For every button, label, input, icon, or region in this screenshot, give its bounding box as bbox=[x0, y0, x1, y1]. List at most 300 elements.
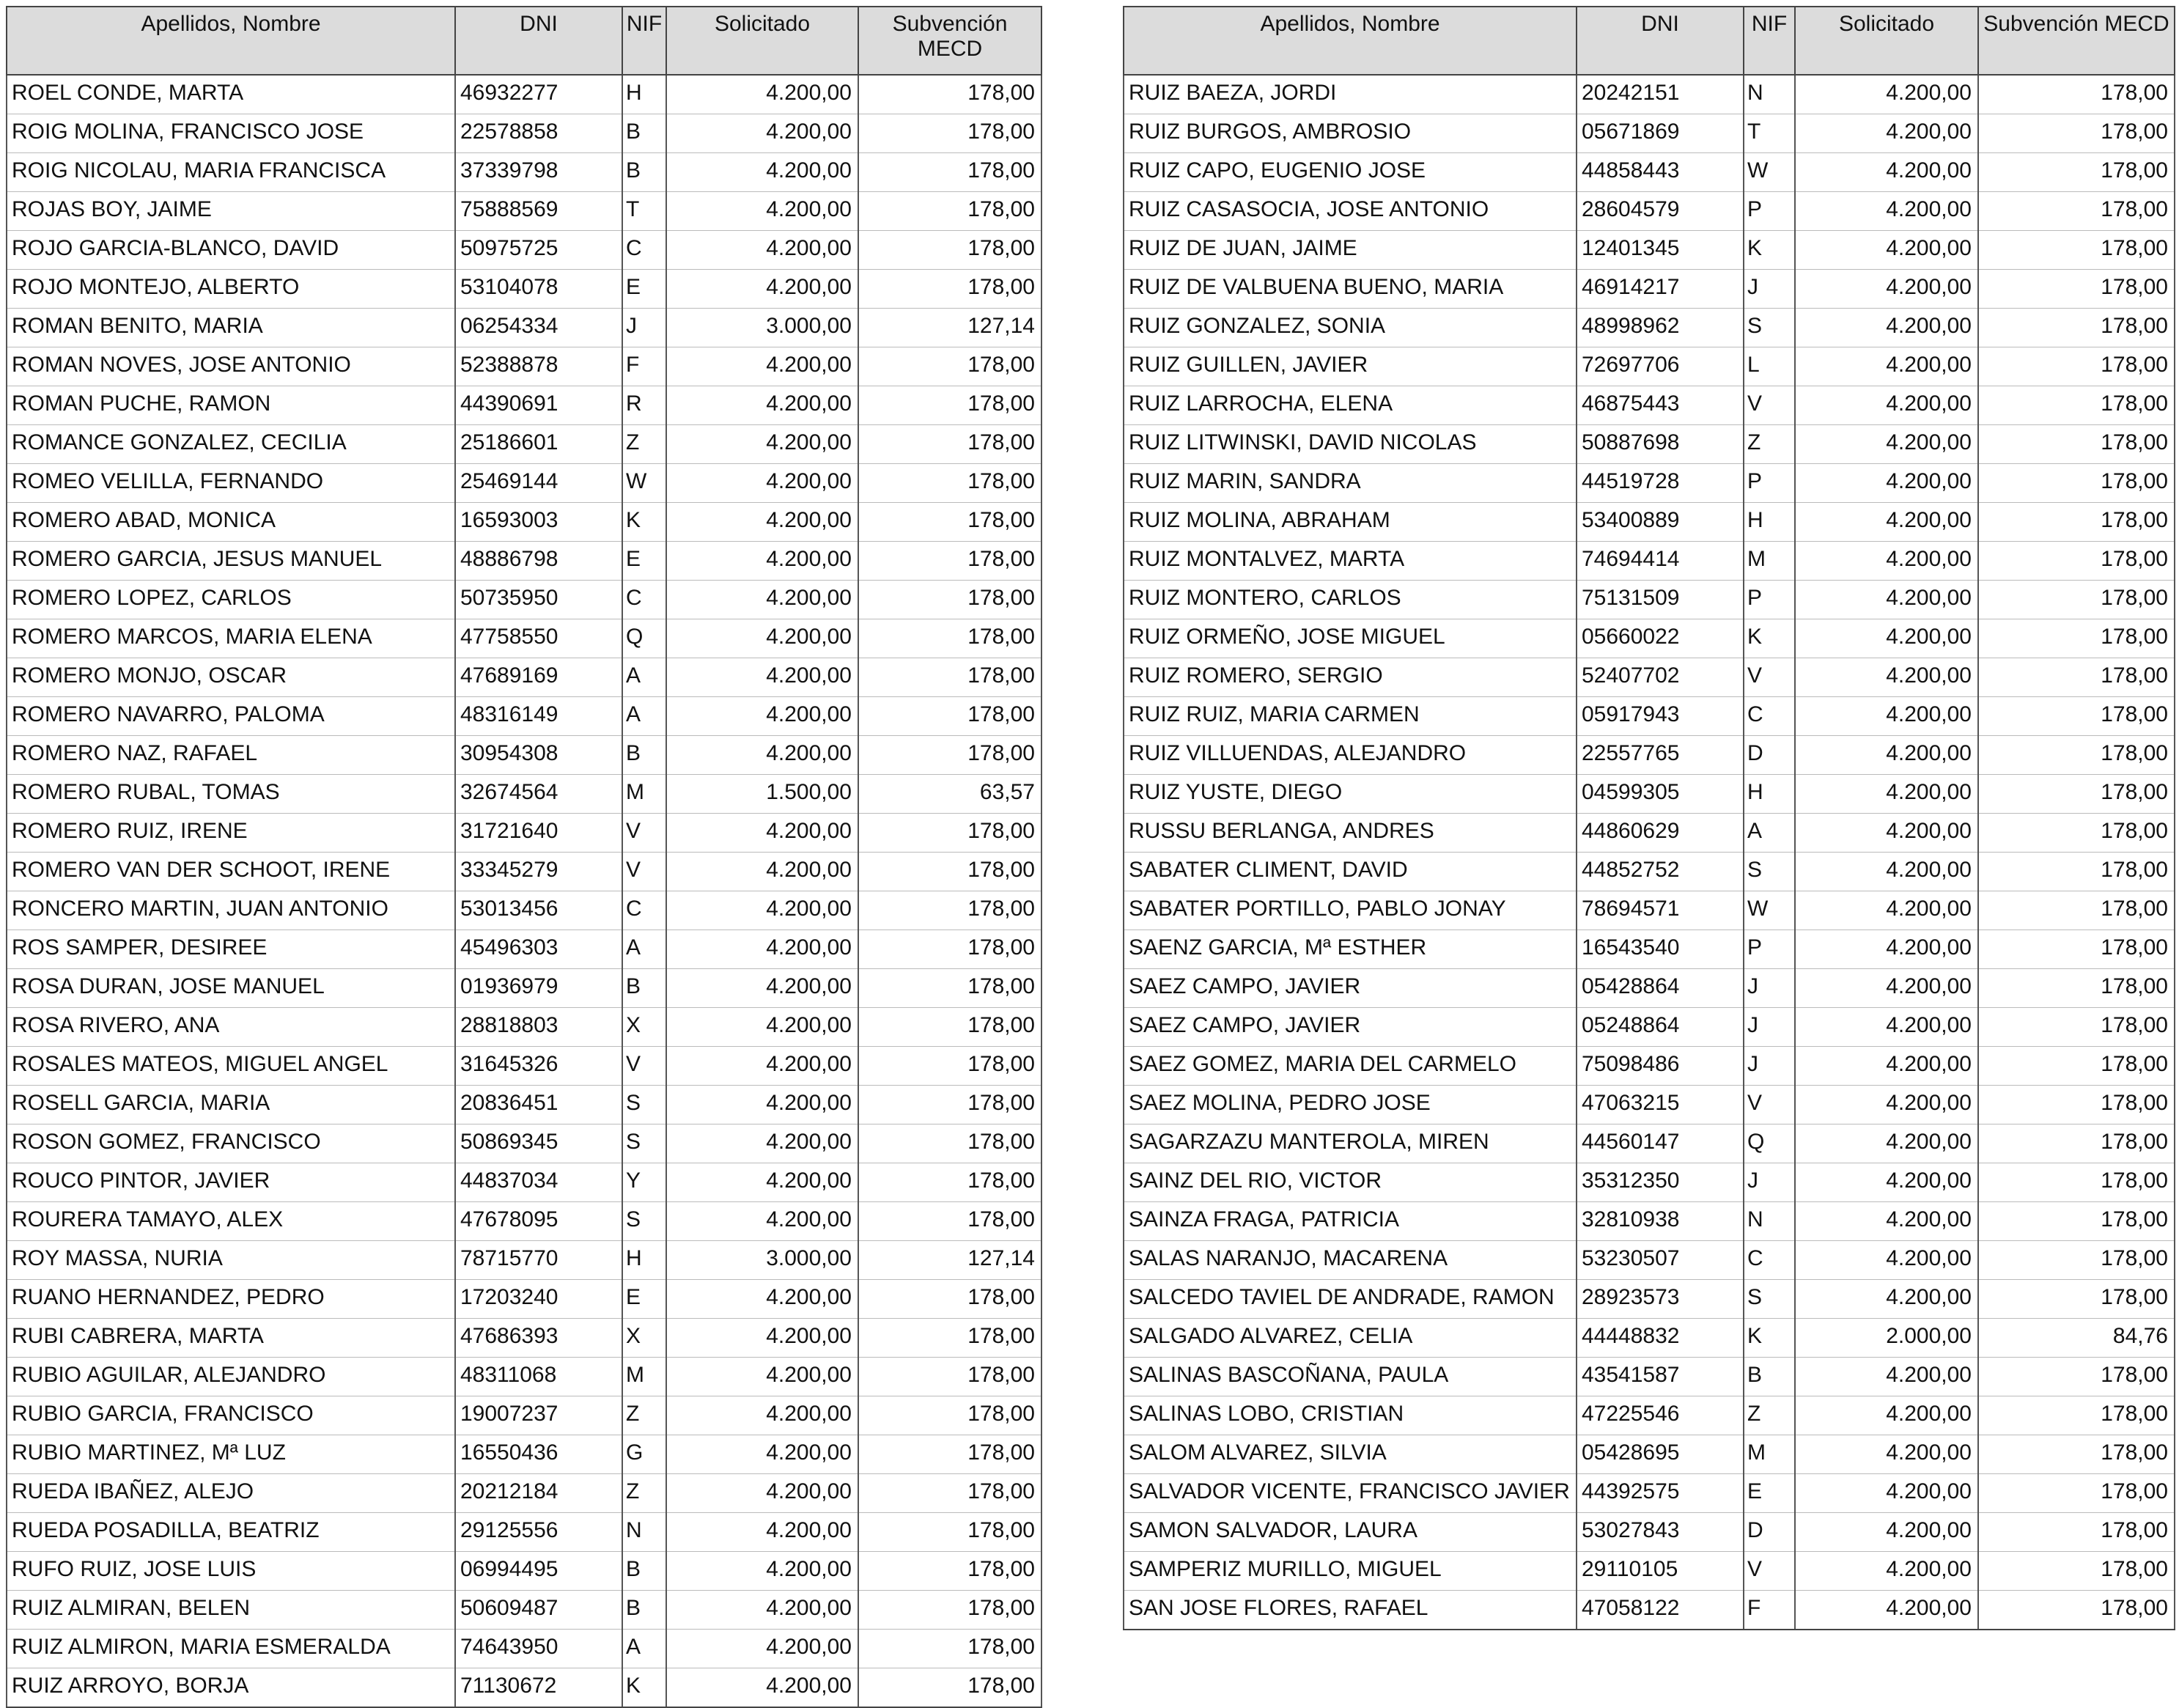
cell-nif: A bbox=[622, 930, 666, 969]
cell-requested: 4.200,00 bbox=[1795, 1008, 1978, 1047]
table-row bbox=[7, 1280, 1041, 1319]
cell-dni: 32674564 bbox=[455, 775, 622, 814]
cell-name: SAMPERIZ MURILLO, MIGUEL bbox=[1124, 1552, 1577, 1591]
cell-subsidy: 178,00 bbox=[1978, 697, 2175, 736]
left-table-body bbox=[7, 75, 1041, 1707]
cell-dni: 16550436 bbox=[455, 1435, 622, 1474]
cell-subsidy: 178,00 bbox=[858, 1668, 1041, 1708]
cell-subsidy: 178,00 bbox=[1978, 386, 2175, 425]
cell-subsidy: 178,00 bbox=[858, 658, 1041, 697]
cell-nif: V bbox=[1744, 658, 1795, 697]
table-row bbox=[1124, 658, 2175, 697]
table-header-row bbox=[7, 7, 1041, 75]
cell-subsidy: 178,00 bbox=[1978, 969, 2175, 1008]
cell-requested: 4.200,00 bbox=[666, 736, 858, 775]
table-row bbox=[7, 581, 1041, 619]
cell-nif: M bbox=[1744, 1435, 1795, 1474]
cell-nif: V bbox=[622, 1047, 666, 1086]
cell-dni: 20212184 bbox=[455, 1474, 622, 1513]
header-nif: NIF bbox=[622, 7, 666, 75]
cell-requested: 4.200,00 bbox=[1795, 1202, 1978, 1241]
cell-nif: J bbox=[1744, 1008, 1795, 1047]
cell-subsidy: 178,00 bbox=[1978, 114, 2175, 153]
cell-name: SALINAS BASCOÑANA, PAULA bbox=[1124, 1358, 1577, 1396]
cell-subsidy: 178,00 bbox=[1978, 930, 2175, 969]
cell-nif: V bbox=[622, 853, 666, 891]
table-row bbox=[1124, 1591, 2175, 1630]
cell-dni: 53013456 bbox=[455, 891, 622, 930]
table-row bbox=[1124, 1513, 2175, 1552]
cell-subsidy: 178,00 bbox=[1978, 658, 2175, 697]
cell-subsidy: 178,00 bbox=[858, 386, 1041, 425]
cell-subsidy: 178,00 bbox=[858, 1047, 1041, 1086]
table-row bbox=[1124, 464, 2175, 503]
cell-nif: S bbox=[622, 1086, 666, 1124]
cell-subsidy: 178,00 bbox=[858, 1202, 1041, 1241]
cell-dni: 33345279 bbox=[455, 853, 622, 891]
cell-subsidy: 178,00 bbox=[1978, 1280, 2175, 1319]
header-dni: DNI bbox=[455, 7, 622, 75]
cell-subsidy: 178,00 bbox=[1978, 464, 2175, 503]
cell-nif: H bbox=[1744, 503, 1795, 542]
cell-requested: 4.200,00 bbox=[1795, 736, 1978, 775]
cell-nif: D bbox=[1744, 1513, 1795, 1552]
table-row bbox=[7, 1668, 1041, 1708]
cell-requested: 4.200,00 bbox=[1795, 270, 1978, 309]
cell-dni: 53104078 bbox=[455, 270, 622, 309]
table-row bbox=[7, 1358, 1041, 1396]
cell-nif: J bbox=[1744, 969, 1795, 1008]
cell-subsidy: 178,00 bbox=[1978, 1086, 2175, 1124]
cell-name: SABATER CLIMENT, DAVID bbox=[1124, 853, 1577, 891]
cell-name: RUIZ CAPO, EUGENIO JOSE bbox=[1124, 153, 1577, 192]
cell-name: SALAS NARANJO, MACARENA bbox=[1124, 1241, 1577, 1280]
cell-name: RUBI CABRERA, MARTA bbox=[7, 1319, 455, 1358]
cell-dni: 47225546 bbox=[1577, 1396, 1744, 1435]
cell-requested: 4.200,00 bbox=[666, 192, 858, 231]
cell-subsidy: 178,00 bbox=[1978, 1047, 2175, 1086]
cell-requested: 4.200,00 bbox=[666, 425, 858, 464]
cell-dni: 72697706 bbox=[1577, 347, 1744, 386]
cell-requested: 4.200,00 bbox=[1795, 464, 1978, 503]
cell-name: ROUCO PINTOR, JAVIER bbox=[7, 1163, 455, 1202]
cell-subsidy: 178,00 bbox=[1978, 1358, 2175, 1396]
table-row bbox=[7, 231, 1041, 270]
cell-requested: 4.200,00 bbox=[1795, 1552, 1978, 1591]
cell-subsidy: 178,00 bbox=[858, 1163, 1041, 1202]
cell-name: RUIZ MONTALVEZ, MARTA bbox=[1124, 542, 1577, 581]
cell-name: RUIZ ALMIRON, MARIA ESMERALDA bbox=[7, 1630, 455, 1668]
cell-requested: 4.200,00 bbox=[1795, 1513, 1978, 1552]
cell-subsidy: 178,00 bbox=[858, 1630, 1041, 1668]
table-row bbox=[7, 503, 1041, 542]
cell-name: SABATER PORTILLO, PABLO JONAY bbox=[1124, 891, 1577, 930]
cell-nif: C bbox=[622, 581, 666, 619]
cell-dni: 05428695 bbox=[1577, 1435, 1744, 1474]
cell-subsidy: 178,00 bbox=[858, 1552, 1041, 1591]
cell-dni: 28604579 bbox=[1577, 192, 1744, 231]
cell-requested: 4.200,00 bbox=[666, 114, 858, 153]
cell-name: RUBIO GARCIA, FRANCISCO bbox=[7, 1396, 455, 1435]
cell-name: ROJAS BOY, JAIME bbox=[7, 192, 455, 231]
cell-dni: 05671869 bbox=[1577, 114, 1744, 153]
table-row bbox=[1124, 347, 2175, 386]
cell-nif: K bbox=[1744, 231, 1795, 270]
cell-dni: 53027843 bbox=[1577, 1513, 1744, 1552]
cell-dni: 75131509 bbox=[1577, 581, 1744, 619]
cell-nif: Z bbox=[1744, 1396, 1795, 1435]
cell-name: ROMERO MARCOS, MARIA ELENA bbox=[7, 619, 455, 658]
cell-subsidy: 178,00 bbox=[858, 1008, 1041, 1047]
cell-dni: 52388878 bbox=[455, 347, 622, 386]
cell-subsidy: 178,00 bbox=[1978, 347, 2175, 386]
cell-dni: 29125556 bbox=[455, 1513, 622, 1552]
cell-requested: 4.200,00 bbox=[1795, 75, 1978, 114]
cell-requested: 4.200,00 bbox=[1795, 1396, 1978, 1435]
table-row bbox=[7, 1319, 1041, 1358]
cell-nif: Z bbox=[622, 1396, 666, 1435]
cell-requested: 4.200,00 bbox=[1795, 619, 1978, 658]
cell-nif: H bbox=[1744, 775, 1795, 814]
table-row bbox=[7, 619, 1041, 658]
cell-name: RUIZ GONZALEZ, SONIA bbox=[1124, 309, 1577, 347]
table-row bbox=[7, 969, 1041, 1008]
cell-requested: 4.200,00 bbox=[1795, 192, 1978, 231]
cell-name: SALGADO ALVAREZ, CELIA bbox=[1124, 1319, 1577, 1358]
cell-requested: 4.200,00 bbox=[666, 1552, 858, 1591]
cell-nif: C bbox=[1744, 1241, 1795, 1280]
cell-nif: Z bbox=[1744, 425, 1795, 464]
cell-dni: 22557765 bbox=[1577, 736, 1744, 775]
cell-dni: 28818803 bbox=[455, 1008, 622, 1047]
cell-dni: 25469144 bbox=[455, 464, 622, 503]
table-row bbox=[7, 425, 1041, 464]
cell-name: SAENZ GARCIA, Mª ESTHER bbox=[1124, 930, 1577, 969]
cell-name: SAEZ CAMPO, JAVIER bbox=[1124, 1008, 1577, 1047]
table-row bbox=[7, 386, 1041, 425]
cell-name: RUIZ RUIZ, MARIA CARMEN bbox=[1124, 697, 1577, 736]
cell-requested: 4.200,00 bbox=[1795, 309, 1978, 347]
cell-dni: 28923573 bbox=[1577, 1280, 1744, 1319]
cell-name: RUIZ ORMEÑO, JOSE MIGUEL bbox=[1124, 619, 1577, 658]
cell-name: ROIG NICOLAU, MARIA FRANCISCA bbox=[7, 153, 455, 192]
header-requested: Solicitado bbox=[666, 7, 858, 75]
cell-nif: N bbox=[622, 1513, 666, 1552]
cell-nif: S bbox=[1744, 309, 1795, 347]
table-row bbox=[7, 1086, 1041, 1124]
cell-requested: 4.200,00 bbox=[666, 1086, 858, 1124]
cell-subsidy: 178,00 bbox=[858, 1319, 1041, 1358]
cell-dni: 47063215 bbox=[1577, 1086, 1744, 1124]
cell-requested: 4.200,00 bbox=[666, 1591, 858, 1630]
cell-name: RUBIO AGUILAR, ALEJANDRO bbox=[7, 1358, 455, 1396]
cell-subsidy: 178,00 bbox=[1978, 1474, 2175, 1513]
cell-dni: 12401345 bbox=[1577, 231, 1744, 270]
cell-name: ROMEO VELILLA, FERNANDO bbox=[7, 464, 455, 503]
cell-name: ROMERO NAVARRO, PALOMA bbox=[7, 697, 455, 736]
cell-name: SALVADOR VICENTE, FRANCISCO JAVIER bbox=[1124, 1474, 1577, 1513]
cell-subsidy: 178,00 bbox=[1978, 1202, 2175, 1241]
cell-requested: 4.200,00 bbox=[666, 270, 858, 309]
cell-requested: 4.200,00 bbox=[1795, 1474, 1978, 1513]
table-row bbox=[1124, 1319, 2175, 1358]
cell-requested: 4.200,00 bbox=[666, 542, 858, 581]
cell-nif: L bbox=[1744, 347, 1795, 386]
cell-nif: E bbox=[1744, 1474, 1795, 1513]
cell-nif: Z bbox=[622, 425, 666, 464]
cell-subsidy: 178,00 bbox=[858, 853, 1041, 891]
table-row bbox=[7, 1202, 1041, 1241]
cell-dni: 53400889 bbox=[1577, 503, 1744, 542]
cell-requested: 4.200,00 bbox=[666, 1008, 858, 1047]
cell-subsidy: 178,00 bbox=[1978, 1124, 2175, 1163]
cell-requested: 4.200,00 bbox=[666, 814, 858, 853]
table-row bbox=[1124, 309, 2175, 347]
cell-requested: 4.200,00 bbox=[1795, 114, 1978, 153]
cell-name: ROMAN NOVES, JOSE ANTONIO bbox=[7, 347, 455, 386]
cell-subsidy: 178,00 bbox=[1978, 75, 2175, 114]
cell-name: ROS SAMPER, DESIREE bbox=[7, 930, 455, 969]
cell-subsidy: 178,00 bbox=[1978, 1241, 2175, 1280]
cell-subsidy: 178,00 bbox=[1978, 192, 2175, 231]
cell-subsidy: 178,00 bbox=[858, 697, 1041, 736]
cell-name: ROMAN BENITO, MARIA bbox=[7, 309, 455, 347]
cell-subsidy: 178,00 bbox=[1978, 736, 2175, 775]
cell-name: ROMANCE GONZALEZ, CECILIA bbox=[7, 425, 455, 464]
table-row bbox=[1124, 1202, 2175, 1241]
cell-subsidy: 178,00 bbox=[1978, 1163, 2175, 1202]
table-row bbox=[1124, 192, 2175, 231]
cell-dni: 32810938 bbox=[1577, 1202, 1744, 1241]
cell-dni: 37339798 bbox=[455, 153, 622, 192]
cell-nif: C bbox=[1744, 697, 1795, 736]
cell-subsidy: 178,00 bbox=[1978, 542, 2175, 581]
cell-requested: 4.200,00 bbox=[1795, 930, 1978, 969]
cell-nif: H bbox=[622, 75, 666, 114]
table-row bbox=[1124, 1047, 2175, 1086]
right-beneficiaries-table bbox=[1123, 6, 2175, 1630]
table-row bbox=[7, 1630, 1041, 1668]
table-row bbox=[7, 1474, 1041, 1513]
cell-name: RUEDA POSADILLA, BEATRIZ bbox=[7, 1513, 455, 1552]
cell-dni: 20836451 bbox=[455, 1086, 622, 1124]
cell-name: SAMON SALVADOR, LAURA bbox=[1124, 1513, 1577, 1552]
cell-name: ROEL CONDE, MARTA bbox=[7, 75, 455, 114]
cell-dni: 25186601 bbox=[455, 425, 622, 464]
cell-dni: 52407702 bbox=[1577, 658, 1744, 697]
cell-requested: 4.200,00 bbox=[666, 464, 858, 503]
table-row bbox=[1124, 231, 2175, 270]
cell-name: RUIZ YUSTE, DIEGO bbox=[1124, 775, 1577, 814]
table-row bbox=[1124, 814, 2175, 853]
cell-subsidy: 178,00 bbox=[1978, 425, 2175, 464]
cell-dni: 20242151 bbox=[1577, 75, 1744, 114]
header-subsidy: Subvención MECD bbox=[858, 7, 1041, 75]
cell-dni: 22578858 bbox=[455, 114, 622, 153]
table-row bbox=[1124, 891, 2175, 930]
cell-requested: 4.200,00 bbox=[666, 891, 858, 930]
cell-requested: 4.200,00 bbox=[666, 153, 858, 192]
cell-requested: 4.200,00 bbox=[1795, 347, 1978, 386]
cell-nif: B bbox=[622, 153, 666, 192]
cell-requested: 4.200,00 bbox=[666, 1474, 858, 1513]
cell-name: ROSELL GARCIA, MARIA bbox=[7, 1086, 455, 1124]
cell-dni: 46932277 bbox=[455, 75, 622, 114]
cell-dni: 75098486 bbox=[1577, 1047, 1744, 1086]
cell-requested: 4.200,00 bbox=[666, 1513, 858, 1552]
table-row bbox=[1124, 581, 2175, 619]
cell-name: ROMERO ABAD, MONICA bbox=[7, 503, 455, 542]
cell-requested: 4.200,00 bbox=[1795, 1124, 1978, 1163]
cell-requested: 3.000,00 bbox=[666, 309, 858, 347]
cell-nif: B bbox=[622, 969, 666, 1008]
cell-nif: X bbox=[622, 1319, 666, 1358]
cell-nif: Y bbox=[622, 1163, 666, 1202]
cell-subsidy: 178,00 bbox=[1978, 775, 2175, 814]
cell-subsidy: 127,14 bbox=[858, 1241, 1041, 1280]
cell-subsidy: 178,00 bbox=[858, 1358, 1041, 1396]
cell-requested: 4.200,00 bbox=[1795, 814, 1978, 853]
table-row bbox=[1124, 775, 2175, 814]
cell-subsidy: 63,57 bbox=[858, 775, 1041, 814]
cell-nif: W bbox=[622, 464, 666, 503]
cell-requested: 4.200,00 bbox=[666, 1435, 858, 1474]
cell-requested: 4.200,00 bbox=[1795, 1163, 1978, 1202]
cell-subsidy: 178,00 bbox=[1978, 619, 2175, 658]
cell-nif: N bbox=[1744, 1202, 1795, 1241]
cell-dni: 35312350 bbox=[1577, 1163, 1744, 1202]
cell-nif: F bbox=[622, 347, 666, 386]
cell-requested: 4.200,00 bbox=[666, 1124, 858, 1163]
table-row bbox=[1124, 1396, 2175, 1435]
cell-dni: 05248864 bbox=[1577, 1008, 1744, 1047]
cell-subsidy: 178,00 bbox=[858, 1086, 1041, 1124]
cell-nif: C bbox=[622, 231, 666, 270]
cell-dni: 16593003 bbox=[455, 503, 622, 542]
cell-subsidy: 178,00 bbox=[858, 1124, 1041, 1163]
cell-nif: K bbox=[1744, 1319, 1795, 1358]
cell-subsidy: 178,00 bbox=[858, 542, 1041, 581]
cell-dni: 44392575 bbox=[1577, 1474, 1744, 1513]
cell-name: SAN JOSE FLORES, RAFAEL bbox=[1124, 1591, 1577, 1630]
table-row bbox=[7, 270, 1041, 309]
cell-requested: 4.200,00 bbox=[1795, 775, 1978, 814]
header-dni: DNI bbox=[1577, 7, 1744, 75]
header-name: Apellidos, Nombre bbox=[1124, 7, 1577, 75]
cell-subsidy: 178,00 bbox=[858, 1396, 1041, 1435]
cell-name: RUIZ LARROCHA, ELENA bbox=[1124, 386, 1577, 425]
cell-name: RUIZ LITWINSKI, DAVID NICOLAS bbox=[1124, 425, 1577, 464]
cell-name: RUIZ MARIN, SANDRA bbox=[1124, 464, 1577, 503]
cell-name: SAINZ DEL RIO, VICTOR bbox=[1124, 1163, 1577, 1202]
cell-nif: B bbox=[1744, 1358, 1795, 1396]
cell-nif: G bbox=[622, 1435, 666, 1474]
cell-dni: 31645326 bbox=[455, 1047, 622, 1086]
cell-name: SAEZ CAMPO, JAVIER bbox=[1124, 969, 1577, 1008]
cell-requested: 4.200,00 bbox=[1795, 891, 1978, 930]
cell-requested: 1.500,00 bbox=[666, 775, 858, 814]
cell-name: ROJO MONTEJO, ALBERTO bbox=[7, 270, 455, 309]
cell-subsidy: 178,00 bbox=[858, 891, 1041, 930]
cell-name: SALINAS LOBO, CRISTIAN bbox=[1124, 1396, 1577, 1435]
cell-nif: W bbox=[1744, 153, 1795, 192]
table-row bbox=[1124, 1474, 2175, 1513]
cell-name: ROMERO VAN DER SCHOOT, IRENE bbox=[7, 853, 455, 891]
cell-name: SAGARZAZU MANTEROLA, MIREN bbox=[1124, 1124, 1577, 1163]
table-row bbox=[7, 1552, 1041, 1591]
cell-nif: S bbox=[1744, 853, 1795, 891]
cell-dni: 78694571 bbox=[1577, 891, 1744, 930]
table-row bbox=[1124, 425, 2175, 464]
cell-subsidy: 178,00 bbox=[1978, 581, 2175, 619]
cell-subsidy: 178,00 bbox=[858, 1280, 1041, 1319]
cell-nif: D bbox=[1744, 736, 1795, 775]
cell-requested: 4.200,00 bbox=[1795, 1280, 1978, 1319]
cell-dni: 47758550 bbox=[455, 619, 622, 658]
cell-requested: 4.200,00 bbox=[1795, 853, 1978, 891]
cell-subsidy: 127,14 bbox=[858, 309, 1041, 347]
table-row bbox=[1124, 114, 2175, 153]
left-beneficiaries-table bbox=[6, 6, 1042, 1708]
cell-dni: 44837034 bbox=[455, 1163, 622, 1202]
cell-nif: P bbox=[1744, 930, 1795, 969]
table-header-row bbox=[1124, 7, 2175, 75]
cell-requested: 4.200,00 bbox=[1795, 386, 1978, 425]
table-row bbox=[7, 736, 1041, 775]
cell-subsidy: 178,00 bbox=[858, 503, 1041, 542]
cell-subsidy: 178,00 bbox=[858, 814, 1041, 853]
cell-name: ROURERA TAMAYO, ALEX bbox=[7, 1202, 455, 1241]
cell-subsidy: 178,00 bbox=[1978, 1591, 2175, 1630]
table-row bbox=[7, 658, 1041, 697]
header-name: Apellidos, Nombre bbox=[7, 7, 455, 75]
cell-requested: 4.200,00 bbox=[1795, 1358, 1978, 1396]
table-row bbox=[7, 114, 1041, 153]
cell-nif: P bbox=[1744, 192, 1795, 231]
cell-subsidy: 178,00 bbox=[858, 425, 1041, 464]
cell-subsidy: 178,00 bbox=[858, 192, 1041, 231]
cell-subsidy: 178,00 bbox=[1978, 1513, 2175, 1552]
cell-requested: 4.200,00 bbox=[1795, 503, 1978, 542]
cell-name: ROSA DURAN, JOSE MANUEL bbox=[7, 969, 455, 1008]
table-row bbox=[1124, 1008, 2175, 1047]
cell-dni: 05917943 bbox=[1577, 697, 1744, 736]
cell-requested: 4.200,00 bbox=[1795, 969, 1978, 1008]
cell-dni: 44448832 bbox=[1577, 1319, 1744, 1358]
cell-requested: 4.200,00 bbox=[666, 658, 858, 697]
cell-nif: Q bbox=[622, 619, 666, 658]
cell-subsidy: 178,00 bbox=[858, 619, 1041, 658]
cell-dni: 44519728 bbox=[1577, 464, 1744, 503]
cell-subsidy: 178,00 bbox=[1978, 309, 2175, 347]
cell-dni: 47686393 bbox=[455, 1319, 622, 1358]
cell-subsidy: 178,00 bbox=[858, 270, 1041, 309]
cell-nif: P bbox=[1744, 464, 1795, 503]
cell-requested: 4.200,00 bbox=[666, 853, 858, 891]
cell-subsidy: 178,00 bbox=[858, 930, 1041, 969]
cell-name: RUEDA IBAÑEZ, ALEJO bbox=[7, 1474, 455, 1513]
table-row bbox=[7, 1163, 1041, 1202]
cell-nif: P bbox=[1744, 581, 1795, 619]
table-row bbox=[1124, 969, 2175, 1008]
cell-dni: 43541587 bbox=[1577, 1358, 1744, 1396]
cell-requested: 4.200,00 bbox=[1795, 581, 1978, 619]
table-row bbox=[1124, 1552, 2175, 1591]
cell-dni: 46914217 bbox=[1577, 270, 1744, 309]
cell-subsidy: 178,00 bbox=[858, 736, 1041, 775]
cell-name: RUIZ DE JUAN, JAIME bbox=[1124, 231, 1577, 270]
cell-requested: 4.200,00 bbox=[1795, 697, 1978, 736]
